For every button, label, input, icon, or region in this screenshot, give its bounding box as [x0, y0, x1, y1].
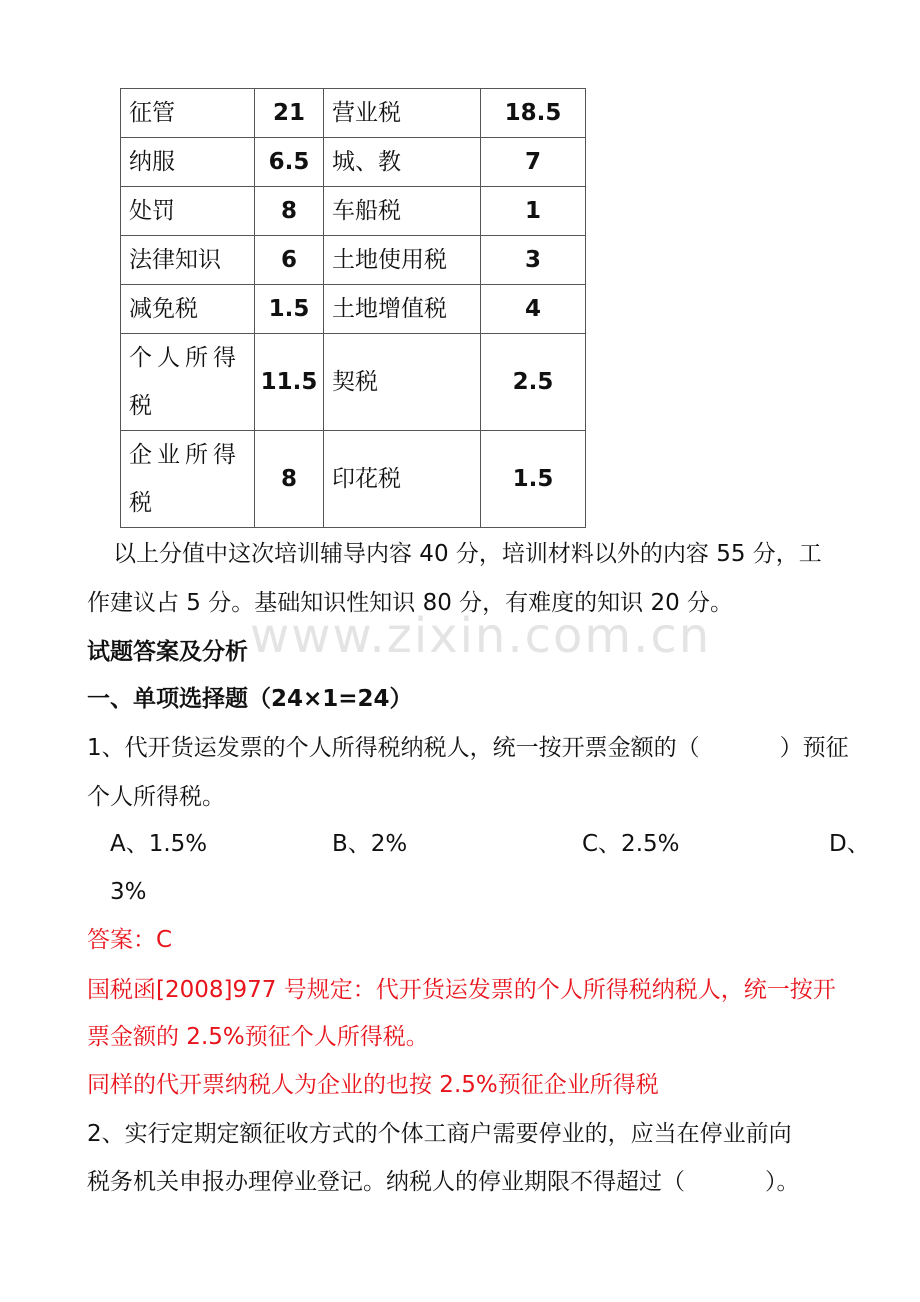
- table-cell: 6.5: [255, 138, 324, 187]
- table-cell: 印花税: [324, 431, 481, 528]
- question-text: 税务机关申报办理停业登记。纳税人的停业期限不得超过（: [87, 1169, 685, 1195]
- explanation-line: 国税函[2008]977 号规定：代开货运发票的个人所得税纳税人，统一按开: [87, 977, 836, 1003]
- question-text: ）预征: [779, 735, 849, 761]
- table-cell: 减免税: [121, 285, 255, 334]
- table-cell: 纳服: [121, 138, 255, 187]
- question-2-stem-cont: [87, 1158, 877, 1207]
- section-title: 试题答案及分析: [87, 639, 248, 665]
- table-cell: 8: [255, 187, 324, 236]
- table-cell: 8: [255, 431, 324, 528]
- option-c: C、2.5%: [582, 831, 680, 857]
- summary-line: 以上分值中这次培训辅导内容 40 分，培训材料以外的内容 55 分，工: [113, 541, 822, 567]
- score-table: [120, 88, 586, 528]
- table-row: [121, 187, 586, 236]
- explanation-line: 同样的代开票纳税人为企业的也按 2.5%预征企业所得税: [87, 1072, 659, 1098]
- question-text: 1、代开货运发票的个人所得税纳税人，统一按开票金额的（: [87, 735, 700, 761]
- watermark: www.zixin.com.cn: [250, 608, 712, 664]
- table-row: [121, 334, 586, 431]
- table-row: [121, 89, 586, 138]
- table-cell: 2.5: [481, 334, 586, 431]
- table-cell: 车船税: [324, 187, 481, 236]
- table-cell: 11.5: [255, 334, 324, 431]
- table-cell: 城、教: [324, 138, 481, 187]
- table-cell: 土地使用税: [324, 236, 481, 285]
- explanation-line: 票金额的 2.5%预征个人所得税。: [87, 1024, 429, 1050]
- table-cell: 6: [255, 236, 324, 285]
- table-row: [121, 236, 586, 285]
- question-text: ）。: [765, 1169, 800, 1195]
- table-cell: 企业所得税: [121, 431, 255, 528]
- table-cell: 7: [481, 138, 586, 187]
- table-row: [121, 138, 586, 187]
- question-1-stem-cont: 个人所得税。: [87, 784, 225, 810]
- table-cell: 4: [481, 285, 586, 334]
- option-d: D、: [829, 831, 870, 857]
- table-cell: 营业税: [324, 89, 481, 138]
- question-2-stem: 2、实行定期定额征收方式的个体工商户需要停业的，应当在停业前向: [87, 1121, 792, 1147]
- table-row: [121, 285, 586, 334]
- table-cell: 土地增值税: [324, 285, 481, 334]
- option-b: B、2%: [332, 831, 408, 857]
- table-cell: 1: [481, 187, 586, 236]
- table-cell: 处罚: [121, 187, 255, 236]
- option-d-value: 3%: [110, 879, 147, 905]
- table-cell: 3: [481, 236, 586, 285]
- table-cell: 契税: [324, 334, 481, 431]
- option-a: A、1.5%: [110, 831, 208, 857]
- answer-line: 答案：C: [87, 927, 173, 953]
- part-title: 一、单项选择题（24×1=24）: [87, 686, 413, 712]
- table-cell: 1.5: [481, 431, 586, 528]
- table-cell: 1.5: [255, 285, 324, 334]
- summary-line: 作建议占 5 分。基础知识性知识 80 分，有难度的知识 20 分。: [87, 590, 734, 616]
- table-cell: 个人所得税: [121, 334, 255, 431]
- question-1-stem: [87, 724, 877, 773]
- table-cell: 征管: [121, 89, 255, 138]
- table-cell: 21: [255, 89, 324, 138]
- table-cell: 法律知识: [121, 236, 255, 285]
- table-cell: 18.5: [481, 89, 586, 138]
- table-row: [121, 431, 586, 528]
